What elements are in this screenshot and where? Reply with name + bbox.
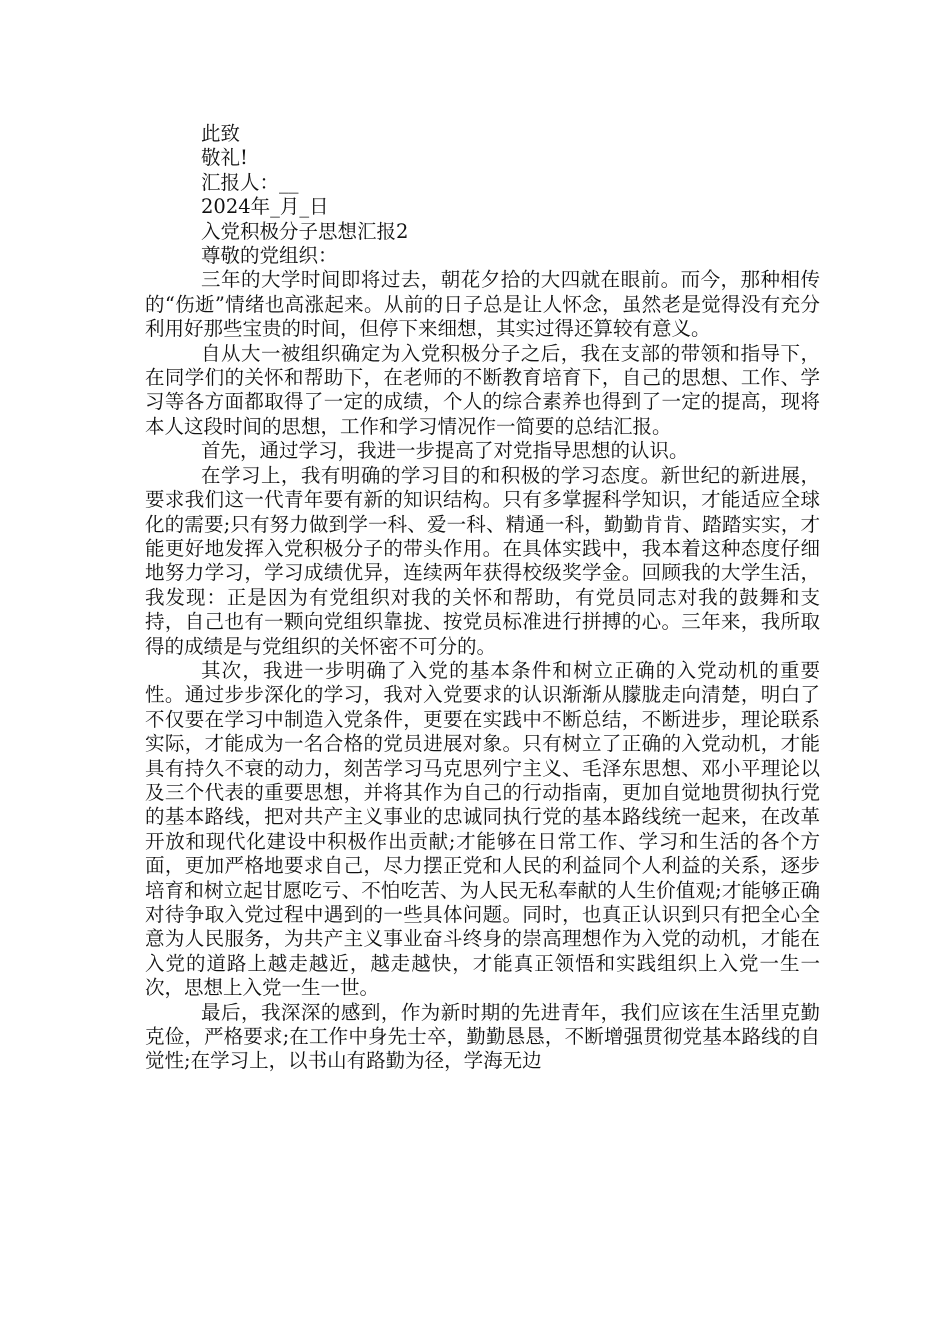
paragraph-2: 自从大一被组织确定为入党积极分子之后，我在支部的带领和指导下，在同学们的关怀和帮助下，在老师的不断教育培育下，自己的思想、工作、学习等各方面都取得了一定的成绩，个人的综合素养也得到了一定的提高，现将本人这段时间的思想，工作和学习情况作一简要的总结汇报。	[145, 341, 820, 438]
reporter-line: 汇报人：__	[201, 170, 299, 194]
salutation: 尊敬的党组织：	[201, 244, 338, 268]
paragraph-6: 最后，我深深的感到，作为新时期的先进青年，我们应该在生活里克勤克俭，严格要求;在工作中身先士卒，勤勤恳恳，不断增强贯彻党基本路线的自觉性;在学习上，以书山有路勤为径，学海无边	[145, 1000, 820, 1073]
closing-jing-li: 敬礼!	[201, 146, 248, 170]
document-title: 入党积极分子思想汇报2	[201, 219, 409, 243]
paragraph-5: 其次，我进一步明确了入党的基本条件和树立正确的入党动机的重要性。通过步步深化的学习，我对入党要求的认识渐渐从朦胧走向清楚，明白了不仅要在学习中制造入党条件，更要在实践中不断总结，不断进步，理论联系实际，才能成为一名合格的党员进展对象。只有树立了正确的入党动机，才能具有持久不衰的动力，刻苦学习马克思列宁主义、毛泽东思想、邓小平理论以及三个代表的重要思想，并将其作为自己的行动指南，更加自觉地贯彻执行党的基本路线，把对共产主义事业的忠诚同执行党的基本路线统一起来，在改革开放和现代化建设中积极作出贡献;才能够在日常工作、学习和生活的各个方面，更加严格地要求自己，尽力摆正党和人民的利益同个人利益的关系，逐步培育和树立起甘愿吃亏、不怕吃苦、为人民无私奉献的人生价值观;才能够正确对待争取入党过程中遇到的一些具体问题。同时，也真正认识到只有把全心全意为人民服务，为共产主义事业奋斗终身的崇高理想作为入党的动机，才能在入党的道路上越走越近，越走越快，才能真正领悟和实践组织上入党一生一次，思想上入党一生一世。	[145, 658, 820, 1000]
paragraph-4: 在学习上，我有明确的学习目的和积极的学习态度。新世纪的新进展，要求我们这一代青年要有新的知识结构。只有多掌握科学知识，才能适应全球化的需要;只有努力做到学一科、爱一科、精通一科，勤勤肯肯、踏踏实实，才能更好地发挥入党积极分子的带头作用。在具体实践中，我本着这种态度仔细地努力学习，学习成绩优异，连续两年获得校级奖学金。回顾我的大学生活，我发现：正是因为有党组织对我的关怀和帮助，有党员同志对我的鼓舞和支持，自己也有一颗向党组织靠拢、按党员标准进行拼搏的心。三年来，我所取得的成绩是与党组织的关怀密不可分的。	[145, 463, 820, 658]
date-line: 2024年_月_日	[201, 195, 329, 219]
closing-ci-zhi: 此致	[201, 122, 241, 145]
paragraph-1: 三年的大学时间即将过去，朝花夕拾的大四就在眼前。而今，那种相传的“伤逝”情绪也高涨起来。从前的日子总是让人怀念，虽然老是觉得没有充分利用好那些宝贵的时间，但停下来细想，其实过得还算较有意义。	[145, 268, 820, 341]
document-body	[145, 122, 820, 1074]
paragraph-3: 首先，通过学习，我进一步提高了对党指导思想的认识。	[201, 439, 689, 463]
